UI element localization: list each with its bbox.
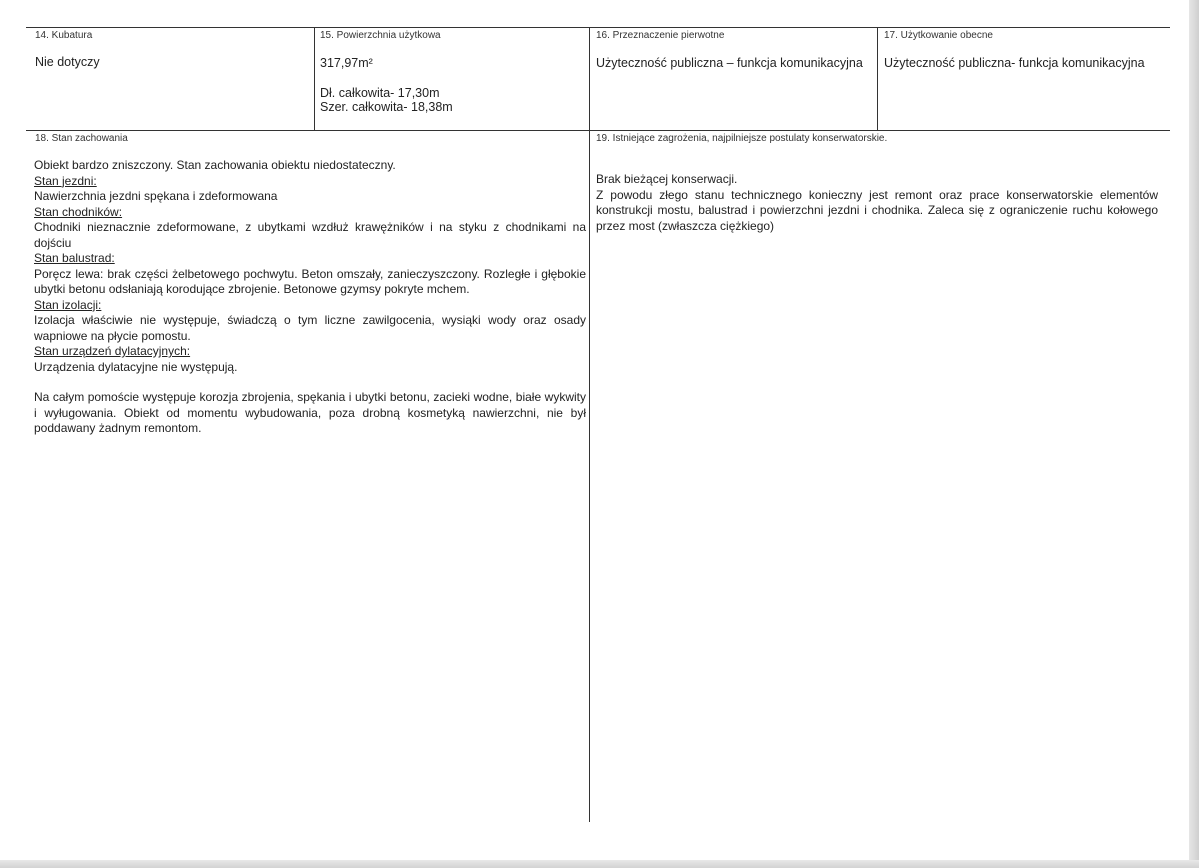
table-top-border (26, 27, 1170, 28)
stan-chodnikow-text: Chodniki nieznacznie zdeformowane, z ubytkami wzdłuż krawężników i na styku z chodnikami na dojściu (34, 220, 586, 250)
stan-jezdni-heading: Stan jezdni: (34, 173, 97, 188)
zagrozenia-label: 19. Istniejące zagrożenia, najpilniejsze postulaty konserwatorskie. (596, 133, 888, 144)
col-divider-1 (314, 27, 315, 131)
stan-izolacji-heading: Stan izolacji: (34, 297, 102, 312)
stan-izolacji-text: Izolacja właściwie nie występuje, świadczą o tym liczne zawilgocenia, wysiąki wody oraz osady wapniowe na płycie pomostu. (34, 313, 586, 343)
przeznaczenie-value: Użyteczność publiczna – funkcja komunikacyjna (596, 56, 863, 70)
col-divider-2 (589, 27, 590, 822)
stan-dylatacji-heading: Stan urządzeń dylatacyjnych: (34, 344, 191, 358)
stan-balustrad-heading: Stan balustrad: (34, 251, 115, 265)
przeznaczenie-label: 16. Przeznaczenie pierwotne (596, 30, 725, 41)
stan-balustrad-text: Poręcz lewa: brak części żelbetowego pochwytu. Beton omszały, zanieczyszczony. Rozległe i głębokie ubytki betonu odsłaniają korodujące zbrojenie. Betonowe gzymsy pokryte mchem. (34, 266, 586, 296)
dlugosc-value: Dł. całkowita- 17,30m (320, 86, 440, 100)
spacer (34, 375, 586, 390)
zagrozenia-p2: Z powodu złego stanu technicznego konieczny jest remont oraz prace konserwatorskie elementów konstrukcji mostu, balustrad i powierzchni jezdni i chodnika. Zaleca się z ograniczenie ruchu kołowego przez most (zwłaszcza ciężkiego) (596, 187, 1158, 233)
stan-chodnikow-heading: Stan chodników: (34, 204, 123, 219)
stan-dylatacji-text: Urządzenia dylatacyjne nie występują. (34, 359, 238, 374)
uzytkowanie-value: Użyteczność publiczna- funkcja komunikacyjna (884, 56, 1145, 70)
stan-jezdni-text: Nawierzchnia jezdni spękana i zdeformowana (34, 189, 278, 203)
scan-edge-right (1189, 0, 1199, 868)
zagrozenia-body (596, 172, 1158, 234)
stan-body (34, 158, 586, 437)
powierzchnia-label: 15. Powierzchnia użytkowa (320, 30, 441, 41)
col-divider-3 (877, 27, 878, 131)
kubatura-label: 14. Kubatura (35, 30, 93, 41)
kubatura-value: Nie dotyczy (35, 55, 100, 69)
scan-edge-bottom (0, 860, 1199, 868)
stan-label: 18. Stan zachowania (35, 133, 128, 144)
powierzchnia-value: 317,97m² (320, 56, 373, 70)
stan-summary: Na całym pomoście występuje korozja zbrojenia, spękania i ubytki betonu, zacieki wodne, białe wykwity i wyługowania. Obiekt od momentu wybudowania, poza drobną kosmetyką nawierzchni, nie był poddawany żadnym remontom. (34, 390, 586, 435)
stan-intro: Obiekt bardzo zniszczony. Stan zachowania obiektu niedostateczny. (34, 158, 396, 172)
row-divider (26, 130, 1170, 131)
zagrozenia-p1: Brak bieżącej konserwacji. (596, 172, 738, 186)
uzytkowanie-label: 17. Użytkowanie obecne (884, 30, 993, 41)
szerokosc-value: Szer. całkowita- 18,38m (320, 100, 453, 114)
